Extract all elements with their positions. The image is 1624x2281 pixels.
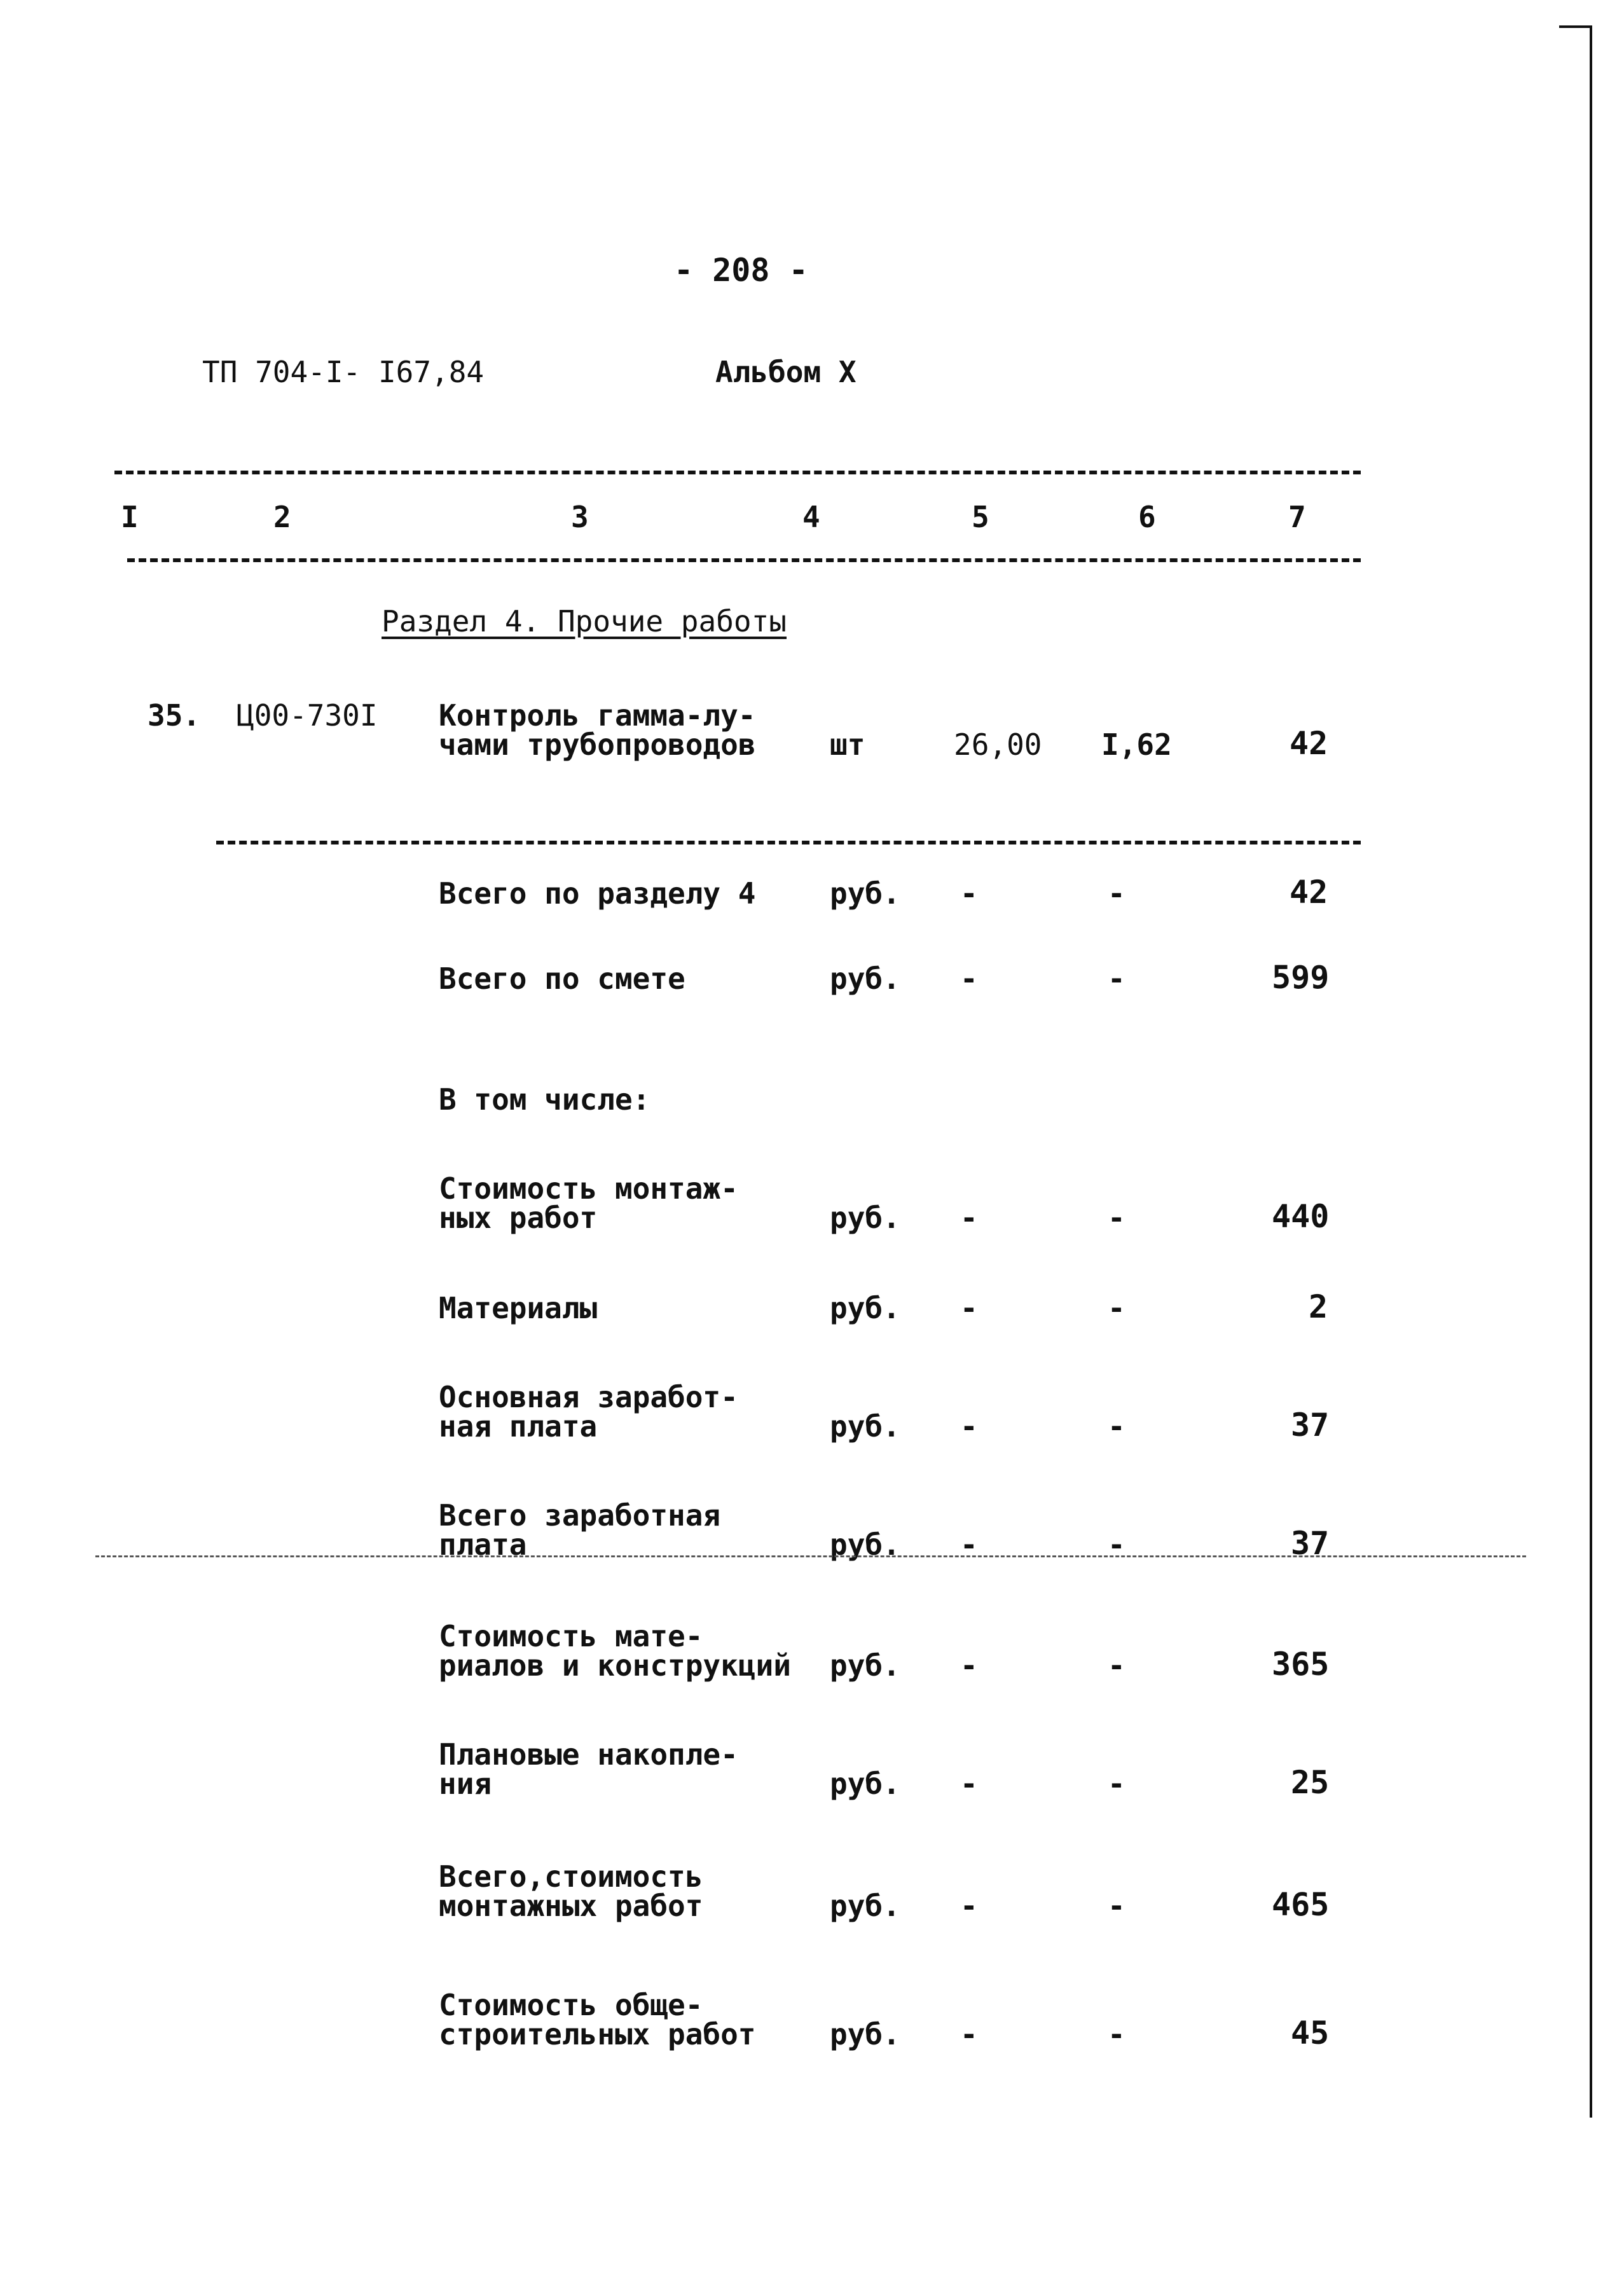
breakdown-label-line1: Стоимость обще- — [439, 1988, 703, 2022]
including-heading: В том числе: — [439, 1082, 650, 1117]
breakdown-label-line1: Материалы — [439, 1291, 598, 1325]
breakdown-value: 25 — [1291, 1764, 1330, 1801]
item-total: 42 — [1290, 725, 1328, 762]
total-label: Всего по разделу 4 — [439, 876, 756, 911]
page-edge-right — [1590, 25, 1592, 2118]
doc-code: ТП 704-I- I67,84 — [202, 355, 485, 389]
breakdown-col6: - — [1108, 1648, 1125, 1683]
item-number: 35. — [148, 698, 201, 733]
breakdown-unit: руб. — [830, 1201, 900, 1235]
breakdown-unit: руб. — [830, 1648, 900, 1683]
item-unit: шт — [830, 727, 865, 762]
item-name-line1: Контроль гамма-лу- — [439, 698, 756, 733]
item-unit-price: I,62 — [1101, 727, 1172, 762]
breakdown-col6: - — [1108, 1291, 1125, 1325]
breakdown-col5: - — [960, 1291, 978, 1325]
item-quantity: 26,00 — [954, 727, 1042, 762]
breakdown-label-line2: ных работ — [439, 1201, 598, 1235]
breakdown-col5: - — [960, 2017, 978, 2051]
column-number-2: 2 — [273, 500, 291, 534]
breakdown-value: 2 — [1309, 1288, 1328, 1325]
breakdown-unit: руб. — [830, 1767, 900, 1801]
breakdown-col5: - — [960, 1767, 978, 1801]
breakdown-col6: - — [1108, 1409, 1125, 1444]
breakdown-col5: - — [960, 1201, 978, 1235]
header-rule-top — [114, 471, 1361, 474]
breakdown-col6: - — [1108, 2017, 1125, 2051]
total-unit: руб. — [830, 876, 900, 911]
total-label: Всего по смете — [439, 961, 685, 996]
total-col6: - — [1108, 876, 1125, 911]
column-number-6: 6 — [1138, 500, 1156, 534]
breakdown-col6: - — [1108, 1201, 1125, 1235]
column-number-1: I — [121, 500, 139, 534]
album-label: Альбом X — [715, 355, 857, 389]
breakdown-label-line2: строительных работ — [439, 2017, 756, 2051]
breakdown-col6: - — [1108, 1527, 1125, 1562]
breakdown-value: 45 — [1291, 2015, 1330, 2051]
breakdown-value: 440 — [1272, 1198, 1330, 1235]
page-corner-top — [1559, 25, 1592, 28]
section-title: Раздел 4. Прочие работы — [382, 604, 787, 638]
breakdown-label-line2: риалов и конструкций — [439, 1648, 791, 1683]
column-number-7: 7 — [1288, 500, 1306, 534]
breakdown-label-line1: Стоимость монтаж- — [439, 1171, 738, 1206]
breakdown-value: 37 — [1291, 1525, 1330, 1562]
breakdown-col6: - — [1108, 1767, 1125, 1801]
breakdown-unit: руб. — [830, 1291, 900, 1325]
breakdown-value: 37 — [1291, 1407, 1330, 1444]
breakdown-label-line1: Всего,стоимость — [439, 1859, 703, 1894]
breakdown-col5: - — [960, 1648, 978, 1683]
total-unit: руб. — [830, 961, 900, 996]
page-number: - 208 - — [674, 252, 808, 289]
header-rule-bottom — [127, 558, 1361, 562]
breakdown-value: 365 — [1272, 1646, 1330, 1683]
breakdown-label-line1: Плановые накопле- — [439, 1737, 738, 1772]
breakdown-label-line1: Всего заработная — [439, 1498, 721, 1533]
breakdown-unit: руб. — [830, 1527, 900, 1562]
column-number-3: 3 — [571, 500, 589, 534]
item-rule — [216, 841, 1361, 844]
breakdown-unit: руб. — [830, 1889, 900, 1923]
total-value: 42 — [1290, 874, 1328, 911]
breakdown-col5: - — [960, 1409, 978, 1444]
total-col6: - — [1108, 961, 1125, 996]
breakdown-label-line1: Основная заработ- — [439, 1380, 738, 1414]
breakdown-unit: руб. — [830, 2017, 900, 2051]
total-col5: - — [960, 961, 978, 996]
breakdown-value: 465 — [1272, 1886, 1330, 1923]
breakdown-col6: - — [1108, 1889, 1125, 1923]
breakdown-label-line2: ная плата — [439, 1409, 598, 1444]
breakdown-label-line2: плата — [439, 1527, 527, 1562]
breakdown-unit: руб. — [830, 1409, 900, 1444]
column-number-5: 5 — [972, 500, 989, 534]
item-code: Ц00-730I — [237, 698, 378, 733]
total-col5: - — [960, 876, 978, 911]
breakdown-label-line1: Стоимость мате- — [439, 1619, 703, 1653]
breakdown-col5: - — [960, 1889, 978, 1923]
fold-line — [95, 1555, 1526, 1557]
total-value: 599 — [1272, 959, 1330, 996]
breakdown-col5: - — [960, 1527, 978, 1562]
column-number-4: 4 — [802, 500, 820, 534]
breakdown-label-line2: ния — [439, 1767, 492, 1801]
breakdown-label-line2: монтажных работ — [439, 1889, 703, 1923]
item-name-line2: чами трубопроводов — [439, 727, 756, 762]
